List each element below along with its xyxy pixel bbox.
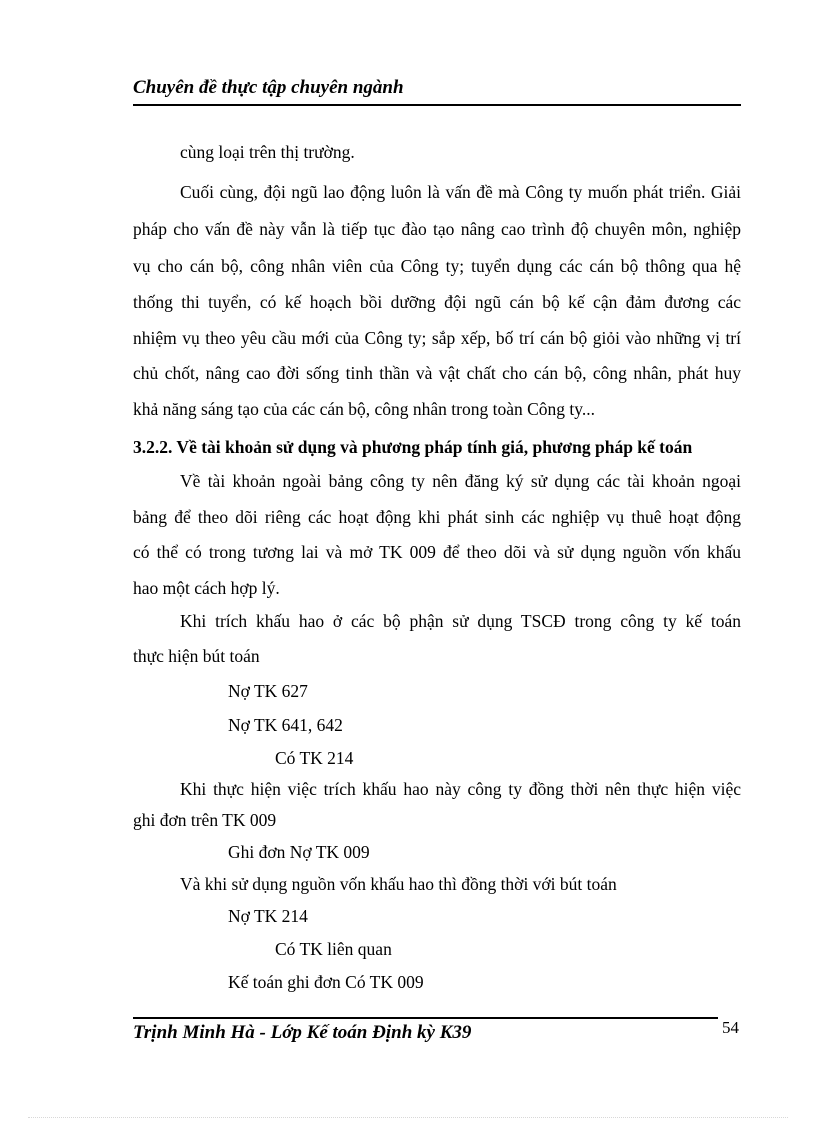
header-title: Chuyên đề thực tập chuyên ngành [133,77,404,98]
page-edge-dots [28,1117,788,1118]
paragraph-line: Về tài khoản ngoài bảng công ty nên đăng ký sử dụng các tài khoản ngoại [180,471,741,491]
entry-line: Nợ TK 627 [228,681,308,701]
paragraph-line: khả năng sáng tạo của các cán bộ, công nhân trong toàn Công ty... [133,399,595,419]
paragraph-line: có thể có trong tương lai và mở TK 009 để theo dõi và sử dụng nguồn vốn khấu [133,542,741,562]
paragraph-line: chủ chốt, nâng cao đời sống tinh thần và vật chất cho cán bộ, công nhân, phát huy [133,363,741,383]
paragraph-line: Cuối cùng, đội ngũ lao động luôn là vấn đề mà Công ty muốn phát triển. Giải [180,182,741,202]
paragraph-line: Khi trích khấu hao ở các bộ phận sử dụng TSCĐ trong công ty kế toán [180,611,741,631]
footer-author: Trịnh Minh Hà - Lớp Kế toán Định kỳ K39 [133,1022,472,1043]
paragraph-line: nhiệm vụ theo yêu cầu mới của Công ty; sắp xếp, bố trí cán bộ giỏi vào những vị trí [133,328,741,348]
entry-line: Ghi đơn Nợ TK 009 [228,842,370,862]
paragraph-line: pháp cho vấn đề này vẫn là tiếp tục đào tạo nâng cao trình độ chuyên môn, nghiệp [133,219,741,239]
page-number: 54 [722,1018,739,1037]
paragraph-line: thống thi tuyển, có kế hoạch bồi dưỡng đội ngũ cán bộ kế cận đảm đương các [133,292,741,312]
paragraph-line: cùng loại trên thị trường. [180,142,355,162]
entry-line: Kế toán ghi đơn Có TK 009 [228,972,424,992]
footer-rule [133,1017,718,1019]
section-heading: 3.2.2. Về tài khoản sử dụng và phương pháp tính giá, phương pháp kế toán [133,437,693,457]
paragraph-line: thực hiện bút toán [133,646,260,666]
paragraph-line: ghi đơn trên TK 009 [133,810,277,830]
paragraph-line: Và khi sử dụng nguồn vốn khấu hao thì đồng thời với bút toán [180,874,617,894]
page-header [133,76,741,100]
paragraph-line: vụ cho cán bộ, công nhân viên của Công ty; tuyển dụng các cán bộ thông qua hệ [133,256,741,276]
entry-line: Nợ TK 641, 642 [228,715,343,735]
paragraph-line: Khi thực hiện việc trích khấu hao này công ty đồng thời nên thực hiện việc [180,779,741,799]
entry-line: Có TK liên quan [275,939,392,959]
header-rule [133,104,741,106]
entry-line: Nợ TK 214 [228,906,308,926]
paragraph-line: bảng để theo dõi riêng các hoạt động khi phát sinh các nghiệp vụ thuê hoạt động [133,507,741,527]
entry-line: Có TK 214 [275,748,354,768]
paragraph-line: hao một cách hợp lý. [133,578,280,598]
